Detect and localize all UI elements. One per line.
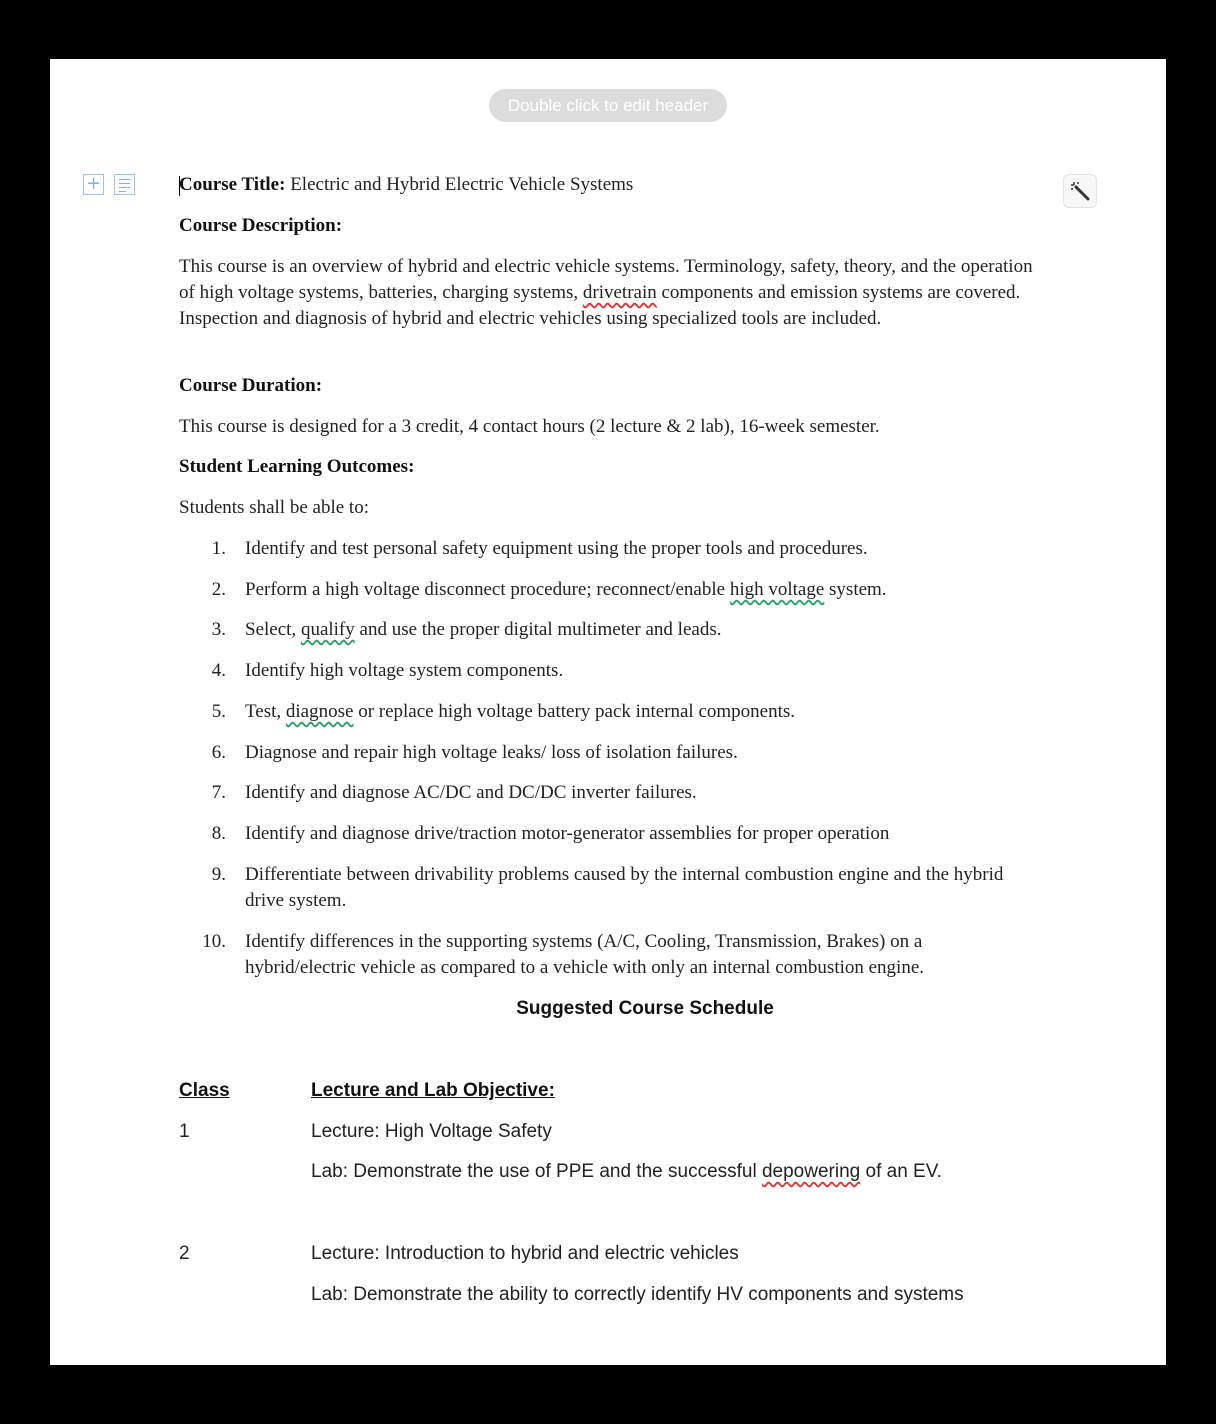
list-text <box>245 617 1035 643</box>
course-title-line[interactable] <box>179 172 633 198</box>
description-part: This course is an overview of hybrid and electric vehicle systems. Terminology, safety, theory, and the operation of high voltage systems, batteries, charging systems, <box>179 256 1033 303</box>
grammar-flag[interactable]: diagnose <box>285 701 354 722</box>
document-page <box>50 59 1166 1365</box>
list-text: Identify and diagnose AC/DC and DC/DC inverter failures. <box>245 782 697 803</box>
outcomes-label: Student Learning Outcomes: <box>179 456 415 477</box>
course-title-label: Course Title: <box>179 174 286 195</box>
list-number: 8. <box>211 823 226 844</box>
list-text: Diagnose and repair high voltage leaks/ loss of isolation failures. <box>245 742 738 763</box>
magic-wand-icon[interactable] <box>1063 174 1097 208</box>
course-duration-label: Course Duration: <box>179 375 323 396</box>
text-part: Perform a high voltage disconnect procedure; reconnect/enable <box>245 579 730 600</box>
list-text <box>245 699 1035 725</box>
add-block-icon[interactable]: + <box>83 174 104 195</box>
text-part: or replace high voltage battery pack internal components. <box>353 701 796 722</box>
list-number: 10. <box>202 931 226 952</box>
grammar-flag[interactable]: qualify <box>300 619 355 640</box>
list-number: 9. <box>211 864 226 885</box>
list-number: 6. <box>211 742 226 763</box>
lab-text[interactable] <box>311 1159 942 1185</box>
class-column-header: Class <box>179 1080 230 1101</box>
list-number: 2. <box>211 579 226 600</box>
course-description-label: Course Description: <box>179 215 343 236</box>
paragraph-format-icon[interactable] <box>114 174 135 195</box>
course-duration-text[interactable]: This course is designed for a 3 credit, 4 contact hours (2 lecture & 2 lab), 16-week semester. <box>179 416 880 437</box>
list-number: 5. <box>211 701 226 722</box>
list-number: 3. <box>211 619 226 640</box>
course-description-text[interactable] <box>179 254 1039 332</box>
lecture-text[interactable]: Lecture: High Voltage Safety <box>311 1121 552 1142</box>
list-number: 7. <box>211 782 226 803</box>
class-number: 2 <box>179 1243 190 1264</box>
list-text: Identify and test personal safety equipment using the proper tools and procedures. <box>245 538 868 559</box>
spelling-flag[interactable]: depowering <box>761 1161 861 1182</box>
list-number: 4. <box>211 660 226 681</box>
schedule-title: Suggested Course Schedule <box>516 998 774 1019</box>
text-part: and use the proper digital multimeter and leads. <box>354 619 722 640</box>
text-part: of an EV. <box>860 1161 942 1182</box>
list-text <box>245 577 1035 603</box>
objective-column-header: Lecture and Lab Objective: <box>311 1080 555 1101</box>
list-text: Identify differences in the supporting systems (A/C, Cooling, Transmission, Brakes) on a hybrid/electric vehicle as compared to a vehicle with only an internal combustion engine. <box>245 931 925 978</box>
list-text: Identify and diagnose drive/traction motor-generator assemblies for proper operation <box>245 823 890 844</box>
text-part: Lab: Demonstrate the use of PPE and the successful <box>311 1161 762 1182</box>
lecture-text[interactable]: Lecture: Introduction to hybrid and electric vehicles <box>311 1243 739 1264</box>
text-part: Select, <box>245 619 301 640</box>
lab-text[interactable]: Lab: Demonstrate the ability to correctly identify HV components and systems <box>311 1284 964 1305</box>
list-number: 1. <box>211 538 226 559</box>
text-part: system. <box>824 579 887 600</box>
outcomes-intro[interactable]: Students shall be able to: <box>179 497 369 518</box>
description-part: components and emission systems are covered. Inspection and diagnosis of hybrid and electric vehicles using specialized tools are included. <box>179 282 1021 329</box>
list-text: Identify high voltage system components. <box>245 660 564 681</box>
spelling-flag[interactable]: drivetrain <box>582 282 657 303</box>
text-part: Test, <box>245 701 286 722</box>
edit-header-hint[interactable]: Double click to edit header <box>489 89 727 122</box>
grammar-flag[interactable]: high voltage <box>729 579 825 600</box>
list-text: Differentiate between drivability problems caused by the internal combustion engine and the hybrid drive system. <box>245 864 1004 911</box>
class-number: 1 <box>179 1121 190 1142</box>
course-title-value: Electric and Hybrid Electric Vehicle Systems <box>290 174 634 195</box>
